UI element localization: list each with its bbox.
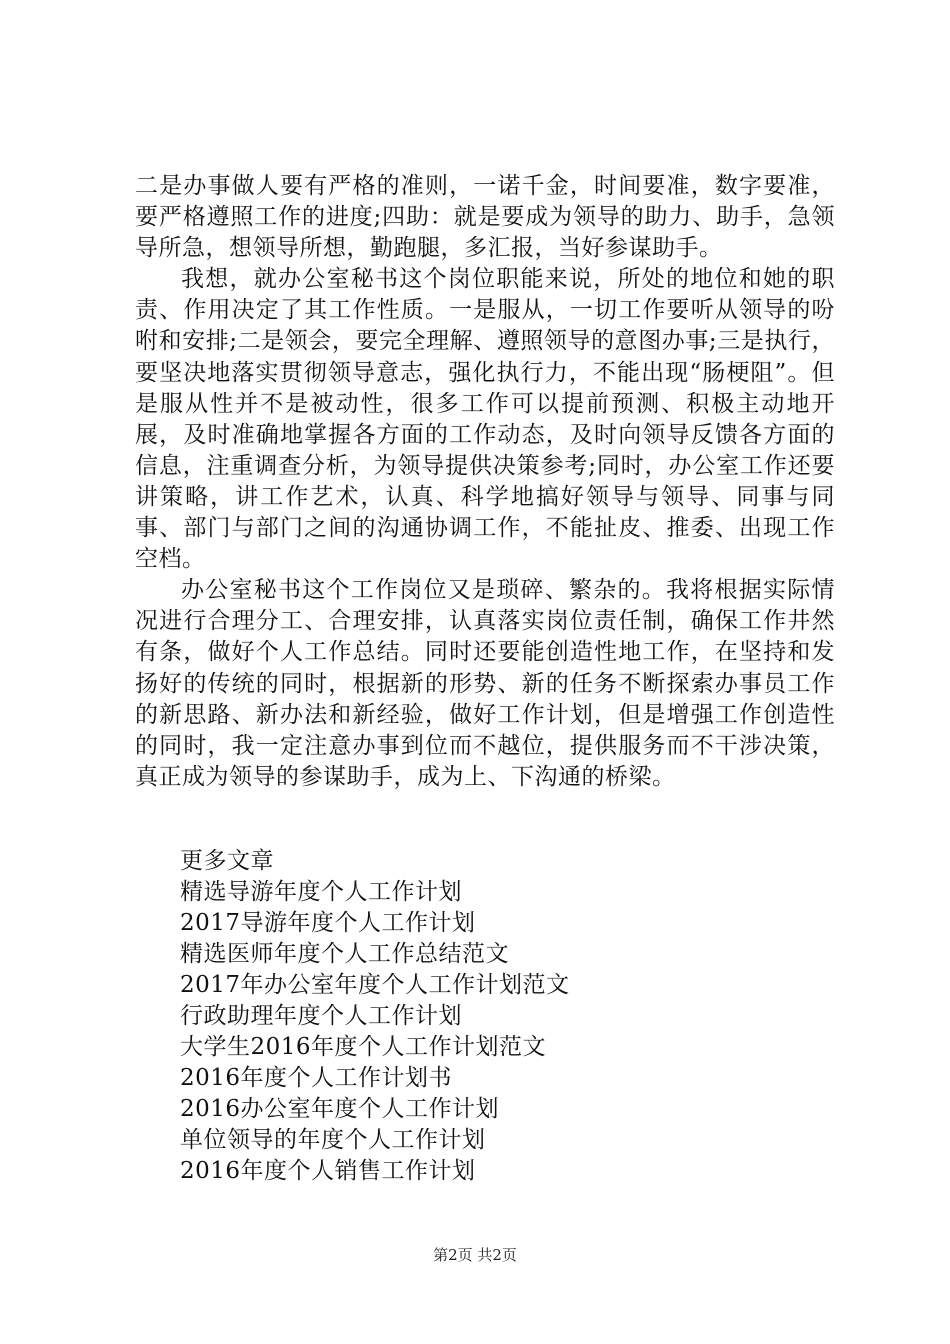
article-link[interactable]: 大学生2016年度个人工作计划范文 bbox=[180, 1034, 547, 1060]
article-link[interactable]: 单位领导的年度个人工作计划 bbox=[180, 1127, 486, 1153]
list-item bbox=[180, 1063, 570, 1094]
article-link[interactable]: 2016办公室年度个人工作计划 bbox=[180, 1096, 500, 1122]
list-item bbox=[180, 1032, 570, 1063]
article-link[interactable]: 2016年度个人工作计划书 bbox=[180, 1065, 453, 1091]
more-articles-title: 更多文章 bbox=[180, 848, 274, 874]
article-link[interactable]: 2016年度个人销售工作计划 bbox=[180, 1158, 476, 1184]
more-articles-section bbox=[180, 846, 570, 1187]
article-link[interactable]: 精选医师年度个人工作总结范文 bbox=[180, 941, 509, 967]
article-link[interactable]: 2017导游年度个人工作计划 bbox=[180, 910, 476, 936]
list-item bbox=[180, 1094, 570, 1125]
paragraph-job-nature: 我想，就办公室秘书这个岗位职能来说，所处的地位和她的职责、作用决定了其工作性质。一是服从，一切工作要听从领导的吩咐和安排;二是领会，要完全理解、遵照领导的意图办事;三是执行，要坚决地落实贯彻领导意志，强化执行力，不能出现“肠梗阻”。但是服从性并不是被动性，很多工作可以提前预测、积极主动地开展，及时准确地掌握各方面的工作动态，及时向领导反馈各方面的信息，注重调查分析，为领导提供决策参考;同时，办公室工作还要讲策略，讲工作艺术，认真、科学地搞好领导与领导、同事与同事、部门与部门之间的沟通协调工作，不能扯皮、推委、出现工作空档。 bbox=[135, 266, 835, 573]
list-item bbox=[180, 877, 570, 908]
list-item bbox=[180, 908, 570, 939]
paragraph-work-plan: 办公室秘书这个工作岗位又是琐碎、繁杂的。我将根据实际情况进行合理分工、合理安排，认真落实岗位责任制，确保工作井然有条，做好个人工作总结。同时还要能创造性地工作，在坚持和发扬好的传统的同时，根据新的形势、新的任务不断探索办事员工作的新思路、新办法和新经验，做好工作计划，但是增强工作创造性的同时，我一定注意办事到位而不越位，提供服务而不干涉决策，真正成为领导的参谋助手，成为上、下沟通的桥梁。 bbox=[135, 577, 835, 790]
article-link[interactable]: 行政助理年度个人工作计划 bbox=[180, 1003, 462, 1029]
list-item bbox=[180, 1156, 570, 1187]
article-link[interactable]: 2017年办公室年度个人工作计划范文 bbox=[180, 972, 570, 998]
list-item bbox=[180, 1125, 570, 1156]
article-link[interactable]: 精选导游年度个人工作计划 bbox=[180, 879, 462, 905]
page-footer bbox=[0, 1244, 950, 1265]
page-number: 第2页 共2页 bbox=[433, 1246, 517, 1264]
list-item bbox=[180, 939, 570, 970]
list-item bbox=[180, 1001, 570, 1032]
body-text bbox=[135, 171, 835, 793]
paragraph-continuation: 二是办事做人要有严格的准则，一诺千金，时间要准，数字要准，要严格遵照工作的进度;四助：就是要成为领导的助力、助手，急领导所急，想领导所想，勤跑腿，多汇报，当好参谋助手。 bbox=[135, 173, 835, 262]
more-articles-list bbox=[180, 877, 570, 1187]
list-item bbox=[180, 970, 570, 1001]
